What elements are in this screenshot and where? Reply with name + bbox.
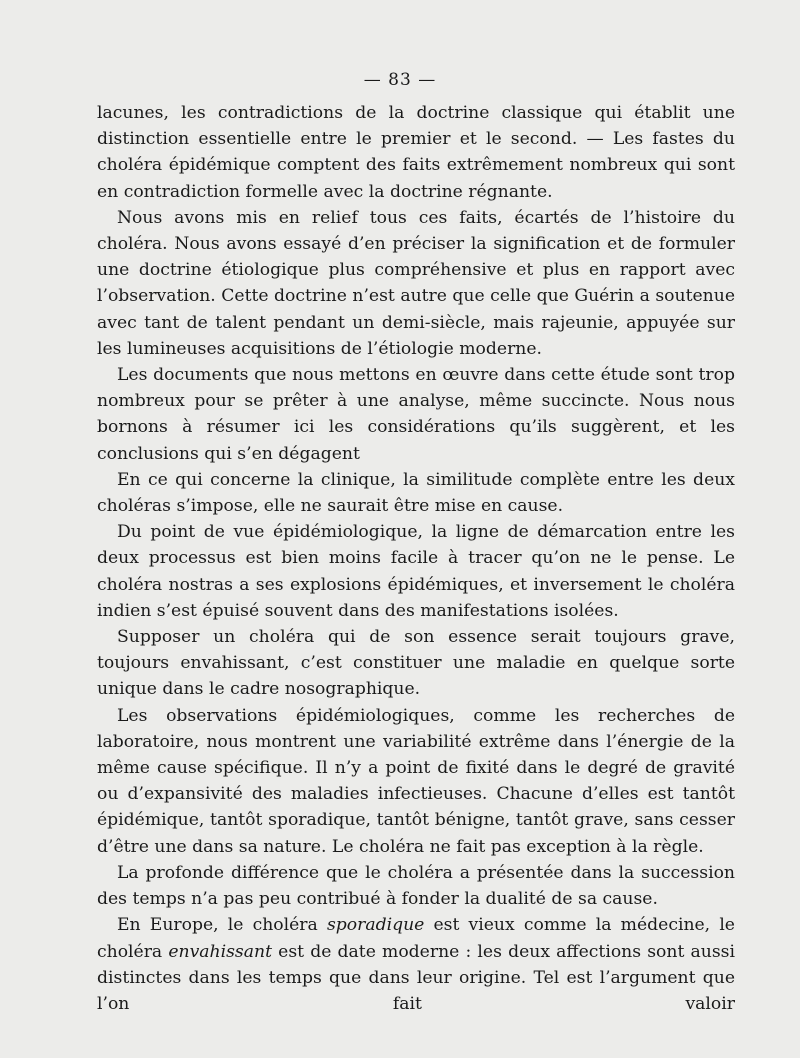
- paragraph-9-part-3: est de date moderne : les deux affections sont aussi distinctes dans les temps que dans leur origine. Tel est l’argument que l’on fait valoir: [97, 941, 735, 1014]
- page-number: — 83 —: [363, 70, 437, 90]
- paragraph-3: Les documents que nous mettons en œuvre dans cette étude sont trop nombreux pour se prêter à une analyse, même succincte. Nous nous bornons à résumer ici les considérations qu’ils suggèrent, et les conclusions qui s’en dégagent: [97, 365, 735, 464]
- italic-term-envahissant: envahissant: [168, 941, 272, 962]
- paragraph-8: La profonde différence que le choléra a présentée dans la succession des temps n’a pas peu contribué à fonder la dualité de sa cause.: [97, 862, 735, 910]
- paragraph-6: Supposer un choléra qui de son essence serait toujours grave, toujours envahissant, c’est constituer une maladie en quelque sorte unique dans le cadre nosographique.: [97, 627, 735, 700]
- paragraph-9: [97, 912, 735, 1017]
- paragraph-1: lacunes, les contradictions de la doctrine classique qui établit une distinction essentielle entre le premier et le second. — Les fastes du choléra épidémique comptent des faits extrêmement nombreux qui sont en contradiction formelle avec la doctrine régnante.: [97, 103, 735, 202]
- paragraph-2: Nous avons mis en relief tous ces faits, écartés de l’histoire du choléra. Nous avons essayé d’en préciser la signification et de formuler une doctrine étiologique plus compréhensive et plus en rapport avec l’observation. Cette doctrine n’est autre que celle que Guérin a soutenue avec tant de talent pendant un demi-siècle, mais rajeunie, appuyée sur les lumineuses acquisitions de l’étiologie moderne.: [97, 207, 735, 359]
- paragraph-7: Les observations épidémiologiques, comme les recherches de laboratoire, nous montrent une variabilité extrême dans l’énergie de la même cause spécifique. Il n’y a point de fixité dans le degré de gravité ou d’expansivité des maladies infectieuses. Chacune d’elles est tantôt épidémique, tantôt sporadique, tantôt bénigne, tantôt grave, sans cesser d’être une dans sa nature. Le choléra ne fait pas exception à la règle.: [97, 705, 735, 857]
- italic-term-sporadique: sporadique: [326, 915, 425, 936]
- paragraph-4: En ce qui concerne la clinique, la similitude complète entre les deux choléras s’impose, elle ne saurait être mise en cause.: [97, 469, 735, 517]
- paragraph-5: Du point de vue épidémiologique, la ligne de démarcation entre les deux processus est bien moins facile à tracer qu’on ne le pense. Le choléra nostras a ses explosions épidémiques, et inversement le choléra indien s’est épuisé souvent dans des manifestations isolées.: [97, 522, 735, 621]
- body-text: [97, 100, 735, 1017]
- paragraph-9-part-1: En Europe, le choléra: [117, 915, 327, 936]
- paragraph-9-part-2: est vieux comme la médecine, le choléra: [97, 915, 735, 962]
